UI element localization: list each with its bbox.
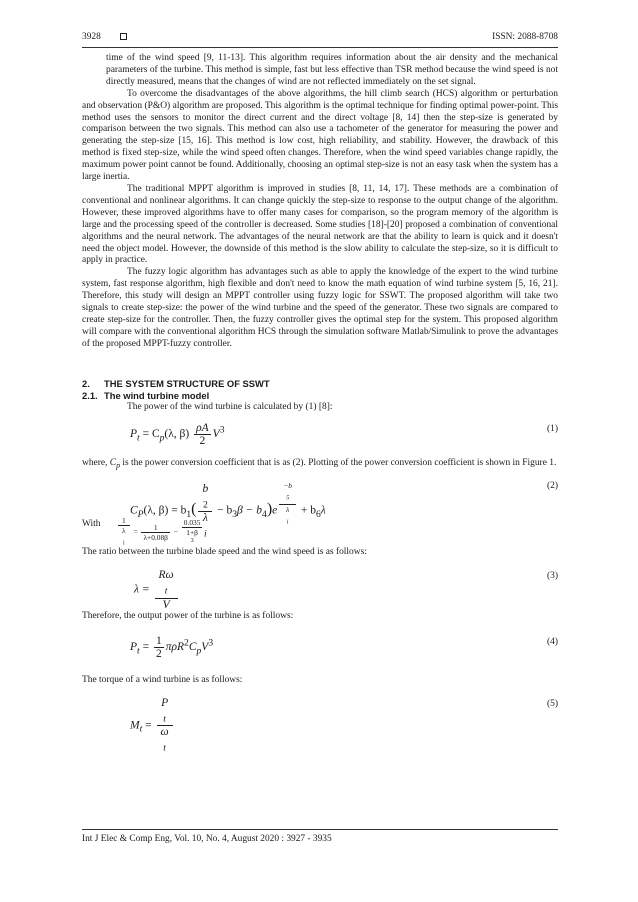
equation-number: (5) xyxy=(546,699,558,710)
with-label: With xyxy=(82,519,101,530)
equation-4 xyxy=(82,631,558,673)
equation-3 xyxy=(82,565,558,611)
equation-number: (2) xyxy=(546,481,558,492)
footer-rule xyxy=(82,829,558,830)
paragraph-3: The fuzzy logic algorithm has advantages such as able to apply the knowledge of the expert to the wind turbine system, fast response algorithm, high flexible and don't need to know the math equation of wind turbine system [5, 16, 21]. Therefore, this study will design an MPPT controller using fuzzy logic for SSWT. The proposed algorithm will take two signals to create step-size: the power of the wind turbine and the speed of the generator. These two signals are compared to create step-size for the controller. Then, the fuzzy controller gives the optimal step for the system. This proposed algorithm will compare with the conventional algorithm HCS through the simulation software Matlab/Simulink to prove the advantages of the proposed MPPT-fuzzy controller. xyxy=(82,267,558,349)
paragraph-0: time of the wind speed [9, 11-13]. This algorithm requires information about the air density and the mechanical parameters of the turbine. This method is simple, fast but less effective than TSR method because the wind speed is not directly measured, means that the changes of wind are not reflected immediately on the set signal. xyxy=(106,53,558,87)
equation-4-math: $P_t$ = $\frac{1}{2}$ $\pi\rho R^2C_pV^3$ xyxy=(130,635,214,661)
equation-number: (4) xyxy=(546,637,558,648)
paragraph-2: The traditional MPPT algorithm is improved in studies [8, 11, 14, 17]. These methods are a combination of conventional and nonlinear algorithms. It can change quickly the step-size to response to the output change of the algorithm. However, these improved algorithms have to offer many cases for comparison, so the program memory of the algorithm is large and the processing speed of the controller is decreased. Some studies [18]-[20] proposed a combination of conventional algorithms and the neural network. The advantages of the neural network are that the ability to learn is quick and it doesn't need the object model. However, the downside of this method is the slow ability to calculate the step-size, so it is difficult to apply in practice. xyxy=(82,183,558,266)
fraction: b $_2$ λ $_i$ xyxy=(198,483,212,541)
section-title: THE SYSTEM STRUCTURE OF SSWT xyxy=(104,377,270,389)
with-math: 1 λ $_i$ = $\frac{1}{\lambda+0.08\beta}$ − 0.035 1+β $^3$ xyxy=(116,516,204,548)
paragraph-8: The torque of a wind turbine is as follows: xyxy=(82,675,243,686)
exponent-fraction: −b 5 λ i xyxy=(279,481,296,527)
paragraph-1: To overcome the disadvantages of the above algorithms, the hill climb search (HCS) algorithm or perturbation and observation (P&O) algorithm are proposed. This algorithm is the optimal technique for finding optimal power-point. This method uses the sensors to monitor the direct current and the direct voltage [8, 14] then the step-size is generated by comparison between the two signals. This method can also use a tachometer of the generator for measuring the power and generating the step-size [15, 16]. This method is low cost, high reliability, and stability. However, the drawback of this method is fixed step-size, while the wind speed often changes. Therefore, when the wind speed variables change rapidly, the maximum power point cannot be found. Additionally, choosing an optimal step-size is not an easy task when the system has a large inertia. xyxy=(82,88,558,183)
body-text xyxy=(82,53,558,754)
equation-3-math: λ = Rω $_t$ V xyxy=(134,569,180,610)
paragraph-7: Therefore, the output power of the turbine is as follows: xyxy=(82,611,294,622)
paragraph-6: The ratio between the turbine blade speed and the wind speed is as follows: xyxy=(82,547,367,558)
subsection-title: The wind turbine model xyxy=(104,389,210,401)
paragraph-5: where, $C_p$ is the power conversion coefficient that is as (2). Plotting of the power conversion coefficient is shown in Figure 1. xyxy=(82,457,557,470)
equation-1 xyxy=(82,418,558,458)
page-number: 3928 xyxy=(82,32,101,42)
footer-citation: Int J Elec & Comp Eng, Vol. 10, No. 4, August 2020 : 3927 - 3935 xyxy=(82,834,332,844)
section-heading-2 xyxy=(82,378,558,390)
equation-number: (1) xyxy=(546,423,558,434)
equation-5 xyxy=(82,693,558,754)
equation-2-math: $C_P(\lambda$, $\beta) = b_1$( b $_2$ λ $_i$ − $b_3\beta - b_4)e$ $^{-b _5 \lambda _i}$ + $b_6\lambda$ xyxy=(130,481,326,540)
section-gap xyxy=(82,351,558,378)
header-rule xyxy=(82,47,558,48)
subsection-number: 2.1. xyxy=(82,389,98,401)
equation-number: (3) xyxy=(546,571,558,582)
with-definition xyxy=(82,516,558,547)
equation-1-math: $P_t = C_p(\lambda$, β) $\frac{\rho A}{2}$ $V^3$ xyxy=(130,421,225,447)
subsection-heading-2-1 xyxy=(82,390,558,402)
running-header xyxy=(82,30,558,44)
equation-5-math: $M_t$ = P $_t$ ω $_t$ xyxy=(130,697,175,755)
square-icon xyxy=(120,33,127,40)
section-number: 2. xyxy=(82,377,90,389)
paragraph-4: The power of the wind turbine is calculated by (1) [8]: xyxy=(127,401,333,412)
fraction: $\frac{\rho A}{2}$ xyxy=(196,421,209,447)
issn-label: ISSN: 2088-8708 xyxy=(492,32,558,42)
